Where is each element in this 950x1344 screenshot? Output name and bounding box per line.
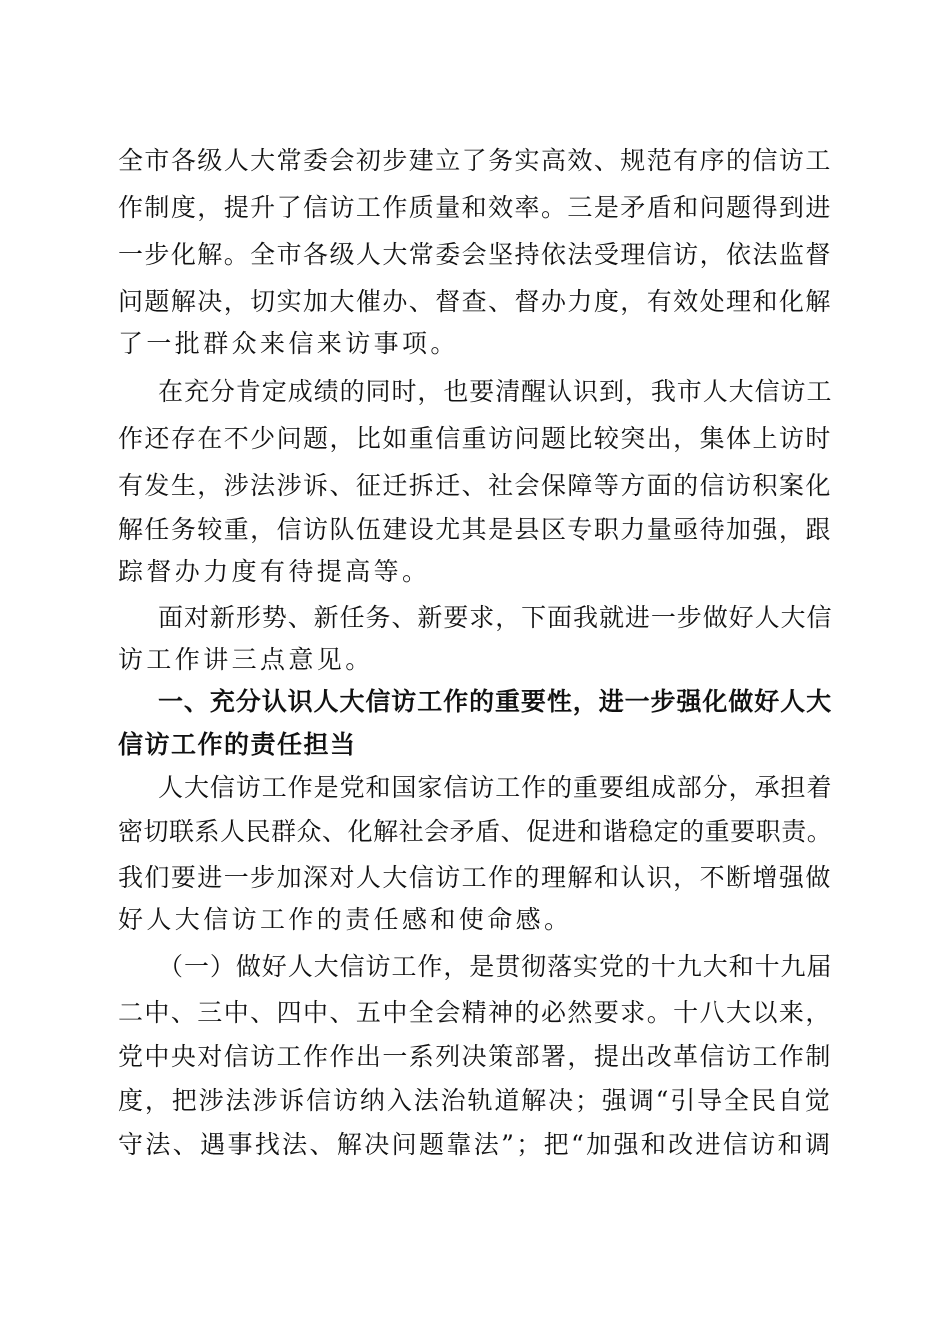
paragraph-line: 二中、三中、四中、五中全会精神的必然要求。十八大以来， [118, 998, 832, 1027]
paragraph-line: 度，把涉法涉诉信访纳入法治轨道解决；强调“引导全民自觉 [118, 1086, 832, 1115]
paragraph-line: 我们要进一步加深对人大信访工作的理解和认识，不断增强做 [118, 863, 832, 892]
section-heading-line: 一、充分认识人大信访工作的重要性，进一步强化做好人大 [158, 687, 833, 716]
paragraph-line: 有发生，涉法涉诉、征迁拆迁、社会保障等方面的信访积案化 [118, 471, 832, 500]
paragraph-line: 踪督办力度有待提高等。 [118, 557, 431, 586]
paragraph-line: 面对新形势、新任务、新要求，下面我就进一步做好人大信 [158, 603, 833, 632]
paragraph-line: 密切联系人民群众、化解社会矛盾、促进和谐稳定的重要职责。 [118, 817, 833, 846]
paragraph-line: 人大信访工作是党和国家信访工作的重要组成部分，承担着 [158, 773, 833, 802]
paragraph-line: 党中央对信访工作作出一系列决策部署，提出改革信访工作制 [118, 1042, 832, 1071]
section-heading-line: 信访工作的责任担当 [118, 730, 357, 759]
paragraph-line: 作还存在不少问题，比如重信重访问题比较突出，集体上访时 [118, 424, 832, 453]
paragraph-line: 全市各级人大常委会初步建立了务实高效、规范有序的信访工 [118, 146, 832, 175]
paragraph-line: 一步化解。全市各级人大常委会坚持依法受理信访，依法监督 [118, 240, 832, 269]
paragraph-line: 守法、遇事找法、解决问题靠法”；把“加强和改进信访和调 [118, 1130, 833, 1159]
paragraph-line: 在充分肯定成绩的同时，也要清醒认识到，我市人大信访工 [158, 377, 833, 406]
paragraph-line: 问题解决，切实加大催办、督查、督办力度，有效处理和化解 [118, 287, 832, 316]
paragraph-line: 访工作讲三点意见。 [118, 645, 374, 674]
paragraph-line: 解任务较重，信访队伍建设尤其是县区专职力量亟待加强，跟 [118, 515, 832, 544]
subsection-line: （一）做好人大信访工作，是贯彻落实党的十九大和十九届 [158, 952, 833, 981]
paragraph-line: 作制度，提升了信访工作质量和效率。三是矛盾和问题得到进 [118, 193, 832, 222]
paragraph-line: 好人大信访工作的责任感和使命感。 [118, 905, 573, 934]
paragraph-line: 了一批群众来信来访事项。 [118, 329, 459, 358]
